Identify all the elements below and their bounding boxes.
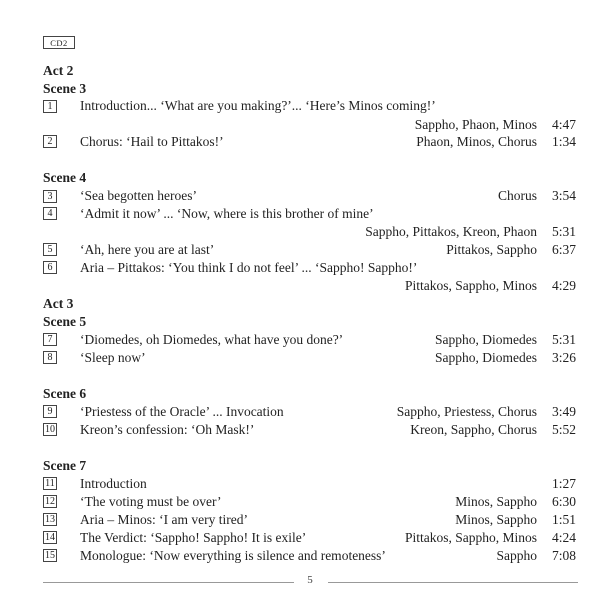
track-cast: Sappho, Diomedes [435,332,537,347]
track-cast: Pittakos, Sappho [446,242,537,257]
track-number: 9 [43,405,57,418]
track-cast: Phaon, Minos, Chorus [416,134,537,149]
track-title: Kreon’s confession: ‘Oh Mask!’ [80,422,255,437]
track-number: 3 [43,190,57,203]
track-cast: Chorus [497,188,537,203]
track-duration: 1:51 [551,512,576,527]
track-duration: 3:54 [551,188,576,203]
track-title: ‘Priestess of the Oracle’ ... Invocation [80,404,284,419]
scene-heading: Scene 5 [43,314,87,329]
track-cast: Pittakos, Sappho, Minos [404,278,537,293]
track-number: 14 [45,532,55,543]
track-duration: 4:29 [551,278,576,293]
track-duration: 4:47 [551,117,576,132]
cd-label: CD2 [43,36,75,49]
footer-rule-right [328,582,578,583]
track-cast: Sappho, Pittakos, Kreon, Phaon [365,224,537,239]
track-title: Aria – Pittakos: ‘You think I do not feel’ ... ‘Sappho! Sappho!’ [80,260,418,275]
scene-heading: Scene 7 [43,458,87,473]
track-title: The Verdict: ‘Sappho! Sappho! It is exile’ [80,530,307,545]
track-title: Chorus: ‘Hail to Pittakos!’ [80,134,224,149]
track-title: Monologue: ‘Now everything is silence and remoteness’ [80,548,386,563]
track-title: ‘Sleep now’ [80,350,146,365]
scene-heading: Scene 3 [43,81,87,96]
scene-heading: Scene 4 [43,170,87,185]
track-cast: Sappho, Phaon, Minos [414,117,537,132]
scene-heading: Scene 6 [43,386,87,401]
track-cast: Minos, Sappho [455,512,537,527]
track-number: 2 [43,135,57,148]
track-number: 6 [43,261,57,274]
track-title: Aria – Minos: ‘I am very tired’ [80,512,248,527]
footer-rule-left [43,582,294,583]
track-duration: 5:31 [551,224,576,239]
track-title: Introduction... ‘What are you making?’... ‘Here’s Minos coming!’ [80,98,436,113]
track-duration: 3:26 [551,350,576,365]
track-duration: 5:52 [551,422,576,437]
track-title: ‘Ah, here you are at last’ [80,242,215,257]
track-number: 12 [45,496,55,507]
track-cast: Kreon, Sappho, Chorus [410,422,537,437]
track-title: Introduction [80,476,147,491]
track-duration: 3:49 [551,404,576,419]
track-duration: 6:37 [551,242,576,257]
track-number: 11 [43,477,57,490]
track-cast: Minos, Sappho [455,494,537,509]
track-number: 15 [45,550,55,561]
track-duration: 1:34 [551,134,576,149]
track-number: 10 [45,424,55,435]
track-number: 13 [45,514,55,525]
track-cast: Sappho, Diomedes [435,350,537,365]
track-cast: Sappho, Priestess, Chorus [396,404,537,419]
track-duration: 1:27 [551,476,576,491]
act-heading: Act 3 [43,296,74,311]
track-number: 7 [43,333,57,346]
track-title: ‘Admit it now’ ... ‘Now, where is this brother of mine’ [80,206,374,221]
track-duration: 7:08 [551,548,576,563]
page-number: 5 [307,574,313,586]
track-number: 4 [43,207,57,220]
track-cast: Pittakos, Sappho, Minos [404,530,537,545]
track-title: ‘Diomedes, oh Diomedes, what have you done?’ [80,332,344,347]
track-duration: 6:30 [551,494,576,509]
track-number: 5 [43,243,57,256]
track-duration: 5:31 [551,332,576,347]
track-number: 8 [43,351,57,364]
track-title: ‘The voting must be over’ [80,494,222,509]
track-duration: 4:24 [551,530,576,545]
track-title: ‘Sea begotten heroes’ [80,188,197,203]
track-cast: Sappho [496,548,537,563]
act-heading: Act 2 [43,63,74,78]
track-number: 1 [43,100,57,113]
